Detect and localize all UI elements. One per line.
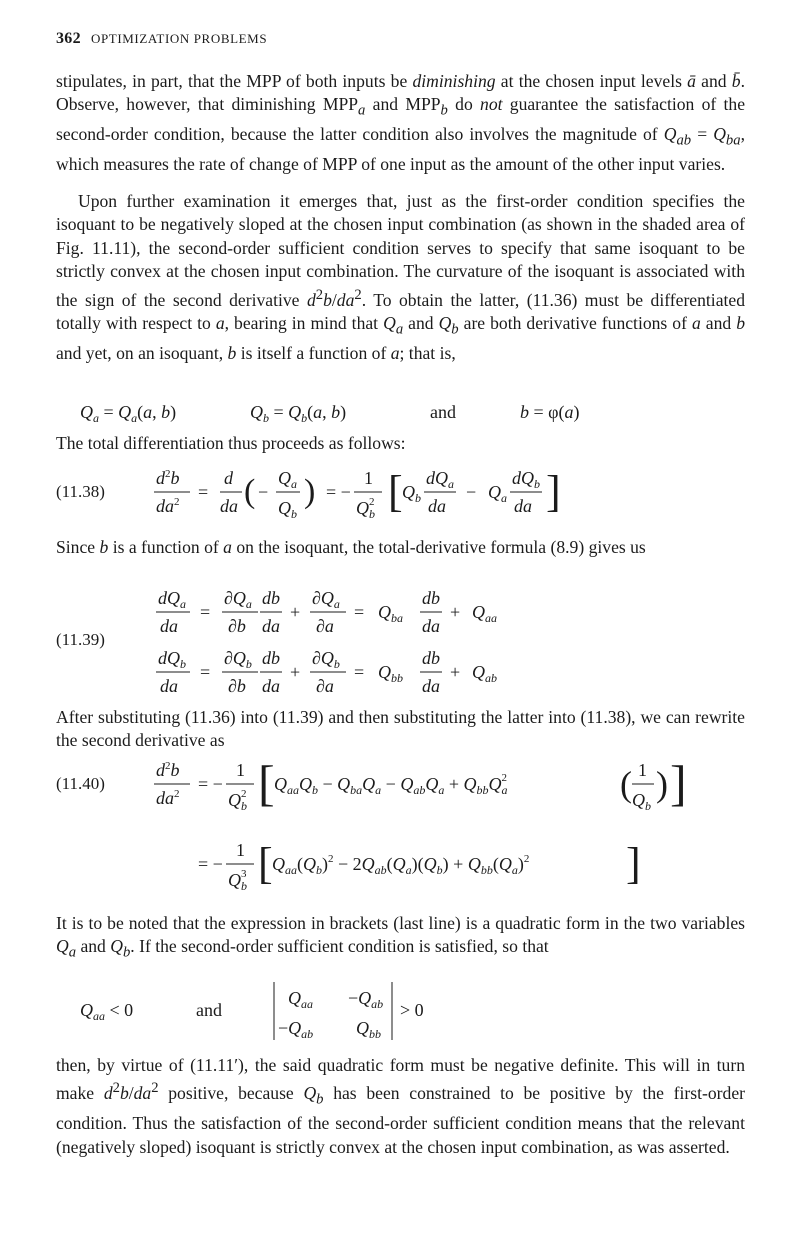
svg-text:+: + — [450, 602, 461, 622]
svg-text:Qaa < 0: $Q_{aa} < 0$ — [80, 1000, 134, 1023]
svg-text:Qb2: $Q_b2$ — [228, 788, 247, 813]
svg-text:): ) — [656, 764, 668, 804]
svg-text:∂b: ∂b — [228, 616, 246, 636]
svg-text:dQa: $dQ_a$ — [426, 468, 454, 491]
svg-text:−Qab: $-Q_{ab}$ — [278, 1018, 314, 1041]
svg-text:QaaQb − QbaQa − QabQa + QbbQa2: $Q_{aa}Q_b - Q_{ba}Q_a - Q_{ab}Q_a + Q_{bb}Q_a2$ — [274, 772, 508, 797]
page-number: 362 — [56, 30, 81, 47]
svg-text:∂Qb: $\partial Q_b$ — [312, 648, 340, 671]
svg-text:Qba: $Q_{ba}$ — [378, 602, 403, 625]
equation-11-40 — [150, 752, 740, 912]
svg-text:Qaa: $Q_{aa}$ — [472, 602, 497, 625]
paragraph-5: After substituting (11.36) into (11.39) and then substituting the latter into (11.38), we can rewrite the second derivative as — [56, 707, 745, 751]
svg-text:Qbb: $Q_{bb}$ — [356, 1018, 381, 1041]
svg-text:da: da — [160, 616, 178, 636]
svg-text:−: − — [466, 482, 477, 502]
svg-text:Qaa(Qb)2 − 2Qab(Qa)(Qb) + Qbb(: $Q_{aa}(Q_b)^2 - 2Q_{ab}(Q_a)(Q_b) + Q_{bb}(Q_a)^2$ — [272, 853, 530, 877]
svg-text:∂Qa: $\partial Q_a$ — [224, 588, 252, 611]
svg-text:1: 1 — [236, 840, 245, 860]
svg-text:da: da — [422, 676, 440, 696]
svg-text:1: 1 — [638, 760, 647, 780]
svg-text:(: ( — [620, 764, 632, 804]
svg-text:): ) — [304, 473, 316, 510]
svg-text:−Qab: $-Q_{ab}$ — [348, 988, 384, 1011]
svg-text:da: da — [262, 616, 280, 636]
svg-text:Qb3: $Q_b3$ — [228, 868, 247, 893]
svg-text:=: = — [200, 602, 211, 622]
svg-text:Qbb: $Q_{bb}$ — [378, 662, 403, 685]
paragraph-1: stipulates, in part, that the MPP of both inputs be diminishing at the chosen input levels ā and b̄. Observe, however, that diminishing $MPP_a$ and $MPP_b$ do not guarantee the satisfaction of the second-order condition, because the latter condition also involves the magnitude of $Q_{ab} = Q_{ba}$, which measures the rate of change of MPP of one input as the amount of the other input varies. — [56, 71, 746, 175]
svg-text:Qa: $Q_a$ — [488, 482, 507, 505]
svg-text:1: 1 — [236, 760, 245, 780]
svg-text:dQa: $dQ_a$ — [158, 588, 186, 611]
equation-11-39 — [150, 582, 570, 702]
label-11-40: (11.40) — [56, 774, 105, 793]
svg-text:= −: = − — [326, 482, 351, 502]
svg-text:da2: $da^2$ — [156, 496, 180, 516]
svg-text:da: da — [220, 496, 238, 516]
svg-text:[: [ — [258, 755, 275, 811]
svg-text:dQb: $dQ_b$ — [158, 648, 186, 671]
svg-text:+: + — [290, 662, 301, 682]
svg-text:=: = — [354, 602, 365, 622]
svg-text:[: [ — [388, 467, 403, 516]
svg-text:(: ( — [244, 473, 256, 510]
equation-functional-relations — [80, 398, 640, 428]
svg-text:+: + — [450, 662, 461, 682]
svg-text:]: ] — [626, 839, 641, 888]
svg-text:d: d — [224, 468, 233, 488]
label-11-39: (11.39) — [56, 630, 105, 649]
svg-text:=: = — [198, 482, 209, 502]
equation-second-order-condition — [80, 978, 500, 1048]
svg-text:∂b: ∂b — [228, 676, 246, 696]
and-connector: and — [430, 402, 456, 422]
svg-text:=: = — [354, 662, 365, 682]
paragraph-3: The total differentiation thus proceeds as follows: — [56, 433, 406, 453]
svg-text:∂a: ∂a — [316, 616, 334, 636]
running-header — [56, 30, 267, 48]
svg-text:da: da — [160, 676, 178, 696]
svg-text:db: db — [422, 588, 440, 608]
svg-text:Qb: $Q_b$ — [632, 790, 651, 813]
svg-text:da: da — [422, 616, 440, 636]
svg-text:∂Qa: $\partial Q_a$ — [312, 588, 340, 611]
svg-text:Qab: $Q_{ab}$ — [472, 662, 497, 685]
svg-text:Qb: $Q_b$ — [278, 498, 297, 521]
svg-text:= −: = − — [198, 774, 223, 794]
svg-text:d2b: $d^2b$ — [156, 760, 180, 780]
svg-text:Qb: $Q_b$ — [402, 482, 421, 505]
svg-text:−: − — [258, 482, 269, 502]
svg-text:= −: = − — [198, 854, 223, 874]
paragraph-6: It is to be noted that the expression in brackets (last line) is a quadratic form in the two variables $Q_a$ and $Q_b$. If the second-order sufficient condition is satisfied, so that — [56, 913, 745, 961]
svg-text:db: db — [262, 588, 280, 608]
svg-text:=: = — [200, 662, 211, 682]
svg-text:Qb = Qb(a, b): $Q_b = Q_b(a$, b) — [250, 402, 347, 425]
svg-text:1: 1 — [364, 468, 373, 488]
svg-text:Qb2: $Q_b2$ — [356, 496, 375, 521]
svg-text:da: da — [262, 676, 280, 696]
label-11-38: (11.38) — [56, 482, 105, 501]
svg-text:d2b: $d^2b$ — [156, 468, 180, 488]
svg-text:[: [ — [258, 839, 273, 888]
svg-text:b = φ(a): b = φ(a) — [520, 402, 580, 422]
running-title: OPTIMIZATION PROBLEMS — [90, 31, 268, 46]
equation-11-38 — [150, 460, 610, 530]
condition-and: and — [196, 1000, 222, 1020]
svg-text:]: ] — [546, 467, 561, 516]
svg-text:+: + — [290, 602, 301, 622]
svg-text:∂Qb: $\partial Q_b$ — [224, 648, 252, 671]
svg-text:db: db — [262, 648, 280, 668]
svg-text:]: ] — [670, 755, 687, 811]
svg-text:Qa = Qa(a, b): $Q_a = Q_a(a$, b) — [80, 402, 177, 425]
paragraph-4: Since b is a function of a on the isoquant, the total-derivative formula (8.9) gives us — [56, 537, 646, 557]
svg-text:dQb: $dQ_b$ — [512, 468, 540, 491]
svg-text:da: da — [514, 496, 532, 516]
svg-text:Qa: $Q_a$ — [278, 468, 297, 491]
svg-text:da: da — [428, 496, 446, 516]
svg-text:da2: $da^2$ — [156, 788, 180, 808]
paragraph-2: Upon further examination it emerges that, just as the first-order condition specifies the isoquant to be negatively sloped at the chosen input combination (as shown in the shaded area of Fig. 11.11), the second-order sufficient condition serves to specify that same isoquant to be strictly convex at the chosen input combination. The curvature of the isoquant is associated with the sign of the second derivative $d^2b/da^2$. To obtain the latter, (11.36) must be differentiated totally with respect to a, bearing in mind that $Q_a$ and $Q_b$ are both derivative functions of a and b and yet, on an isoquant, b is itself a function of a; that is, — [56, 191, 745, 363]
svg-text:∂a: ∂a — [316, 676, 334, 696]
svg-text:> 0: > 0 — [400, 1000, 424, 1020]
svg-text:db: db — [422, 648, 440, 668]
paragraph-7: then, by virtue of (11.11′), the said quadratic form must be negative definite. This will in turn make $d^2b/da^2$ positive, because $Q_b$ has been constrained to be positive by the first-order condition. Thus the satisfaction of the second-order sufficient condition means that the relevant (negatively sloped) isoquant is strictly convex at the chosen input combination, as was asserted. — [56, 1055, 746, 1157]
svg-text:Qaa: $Q_{aa}$ — [288, 988, 313, 1011]
